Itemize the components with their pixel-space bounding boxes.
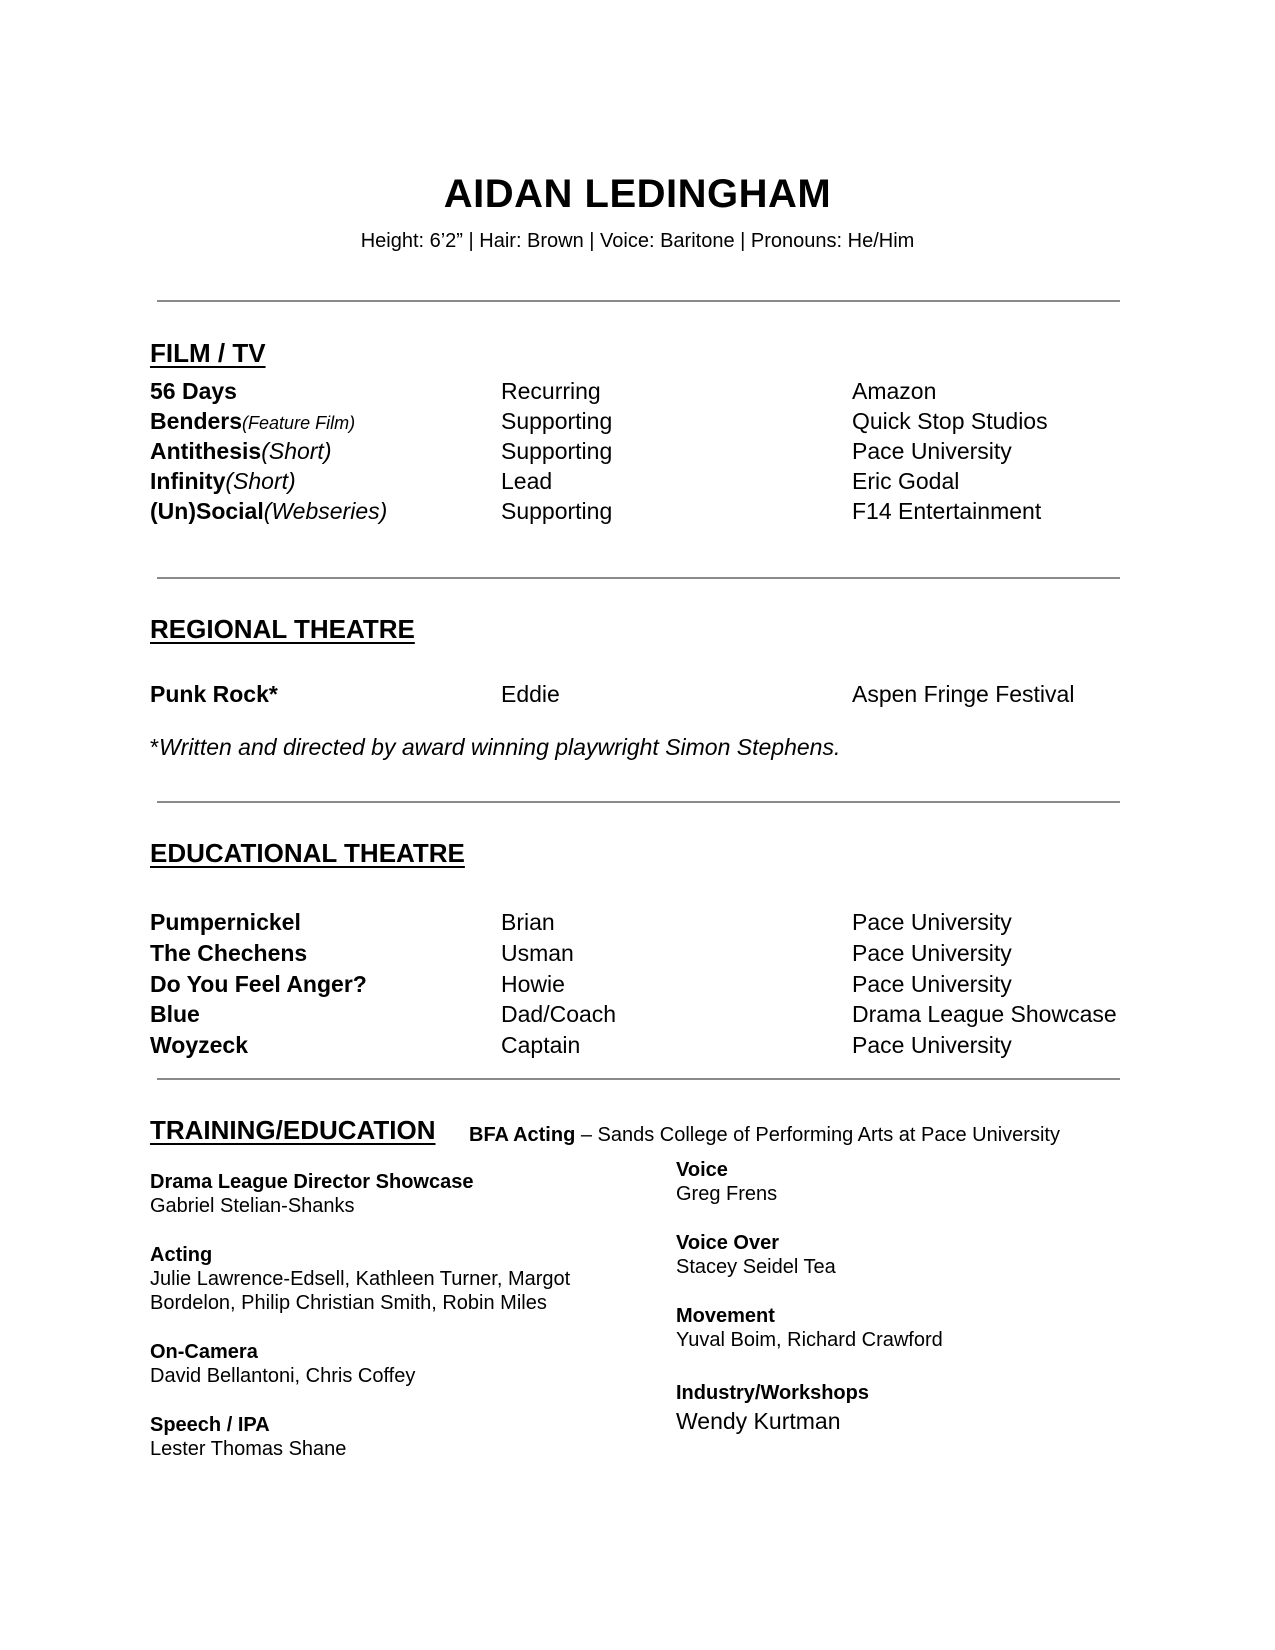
training-teachers: David Bellantoni, Chris Coffey xyxy=(150,1365,416,1387)
resume-name: AIDAN LEDINGHAM xyxy=(443,172,832,216)
section-heading-film-tv: FILM / TV xyxy=(150,338,266,368)
credit-role: Supporting xyxy=(501,408,613,434)
credit-title: Blue xyxy=(150,1001,200,1027)
training-teachers: Greg Frens xyxy=(676,1183,778,1205)
physical-stats: Height: 6’2” | Hair: Brown | Voice: Baritone | Pronouns: He/Him xyxy=(360,230,915,252)
divider xyxy=(157,1078,1120,1080)
credit-role: Howie xyxy=(501,971,565,997)
credit-note: (Short) xyxy=(225,468,296,494)
credit-row xyxy=(0,438,1275,468)
credit-company: Pace University xyxy=(852,1032,1012,1058)
training-item xyxy=(676,1304,1116,1352)
credit-role: Supporting xyxy=(501,498,613,524)
training-teachers: Julie Lawrence-Edsell, Kathleen Turner, Margot Bordelon, Philip Christian Smith, Robin Miles xyxy=(150,1268,571,1314)
training-label: Voice Over xyxy=(676,1232,780,1254)
training-label: Speech / IPA xyxy=(150,1414,270,1436)
credit-company: Drama League Showcase xyxy=(852,1001,1117,1027)
credit-note: (Short) xyxy=(261,438,332,464)
credit-note: (Feature Film) xyxy=(242,413,356,433)
credit-title: Infinity(Short) xyxy=(150,468,296,494)
training-item xyxy=(150,1170,620,1218)
credit-company: Amazon xyxy=(852,378,937,404)
training-item xyxy=(676,1231,1116,1279)
credit-note: (Webseries) xyxy=(263,498,388,524)
credit-company: Quick Stop Studios xyxy=(852,408,1048,434)
training-teachers: Yuval Boim, Richard Crawford xyxy=(676,1329,943,1351)
training-label: On-Camera xyxy=(150,1341,258,1363)
training-label: Drama League Director Showcase xyxy=(150,1171,474,1193)
credit-title: Pumpernickel xyxy=(150,909,301,935)
degree-line: BFA Acting – Sands College of Performing Arts at Pace University xyxy=(469,1124,1060,1146)
divider xyxy=(157,300,1120,302)
credit-company: Aspen Fringe Festival xyxy=(852,681,1075,707)
section-heading-regional-theatre: REGIONAL THEATRE xyxy=(150,614,415,644)
credit-company: Pace University xyxy=(852,438,1012,464)
credit-row xyxy=(0,468,1275,498)
credit-company: Eric Godal xyxy=(852,468,960,494)
training-label: Industry/Workshops xyxy=(676,1382,869,1404)
credit-role: Usman xyxy=(501,940,574,966)
section-heading-training: TRAINING/EDUCATION xyxy=(150,1115,436,1145)
divider xyxy=(157,801,1120,803)
credit-role: Brian xyxy=(501,909,555,935)
credit-row xyxy=(0,940,1275,970)
training-teachers: Gabriel Stelian-Shanks xyxy=(150,1195,355,1217)
credit-title: (Un)Social(Webseries) xyxy=(150,498,388,524)
credit-title: Woyzeck xyxy=(150,1032,249,1058)
training-label: Acting xyxy=(150,1244,213,1266)
credit-title: Do You Feel Anger? xyxy=(150,971,367,997)
training-item xyxy=(150,1413,620,1461)
credit-row xyxy=(0,971,1275,1001)
credit-title: Antithesis(Short) xyxy=(150,438,332,464)
credit-row xyxy=(0,498,1275,528)
credit-role: Recurring xyxy=(501,378,601,404)
credit-title: 56 Days xyxy=(150,378,237,404)
training-label: Movement xyxy=(676,1305,775,1327)
training-item xyxy=(150,1340,620,1388)
section-heading-educational-theatre: EDUCATIONAL THEATRE xyxy=(150,838,465,868)
credit-role: Eddie xyxy=(501,681,560,707)
training-item xyxy=(676,1381,1116,1433)
credit-title: Punk Rock* xyxy=(150,681,278,707)
credit-title: Benders(Feature Film) xyxy=(150,408,356,434)
credit-role: Dad/Coach xyxy=(501,1001,617,1027)
credit-row xyxy=(0,408,1275,438)
credit-row xyxy=(0,1001,1275,1031)
training-teachers: Lester Thomas Shane xyxy=(150,1438,347,1460)
training-teachers: Wendy Kurtman xyxy=(676,1408,841,1434)
credit-role: Captain xyxy=(501,1032,581,1058)
training-item xyxy=(150,1243,620,1315)
credit-row xyxy=(0,681,1275,711)
training-teachers: Stacey Seidel Tea xyxy=(676,1256,836,1278)
credit-role: Lead xyxy=(501,468,553,494)
divider xyxy=(157,577,1120,579)
credit-row xyxy=(0,1032,1275,1062)
training-item xyxy=(676,1158,1116,1206)
credit-row xyxy=(0,909,1275,939)
credit-role: Supporting xyxy=(501,438,613,464)
training-label: Voice xyxy=(676,1159,728,1181)
credit-company: Pace University xyxy=(852,971,1012,997)
credit-row xyxy=(0,378,1275,408)
credit-company: Pace University xyxy=(852,940,1012,966)
credit-company: Pace University xyxy=(852,909,1012,935)
footnote: *Written and directed by award winning playwright Simon Stephens. xyxy=(150,734,841,760)
credit-title: The Chechens xyxy=(150,940,308,966)
credit-company: F14 Entertainment xyxy=(852,498,1042,524)
